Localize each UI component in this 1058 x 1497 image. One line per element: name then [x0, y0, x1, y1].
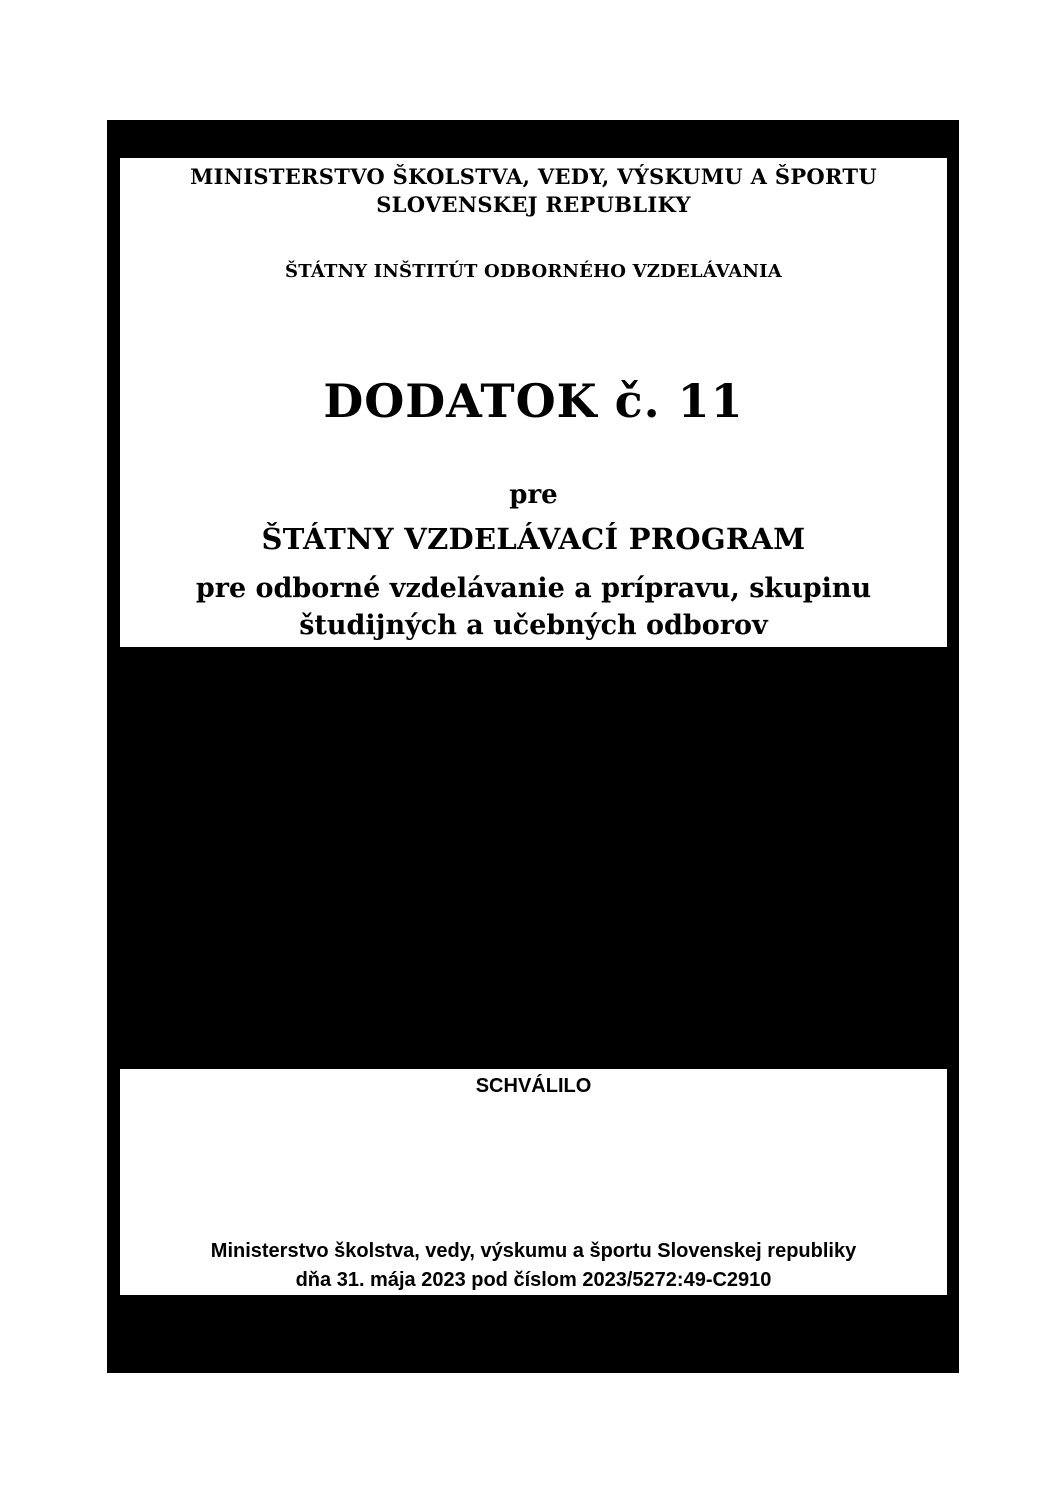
approved-label: SCHVÁLILO [475, 1075, 592, 1097]
approver-line2: dňa 31. mája 2023 pod číslom 2023/5272:49-C2910 [295, 1269, 772, 1291]
ministry-name-line1: MINISTERSTVO ŠKOLSTVA, VEDY, VÝSKUMU A ŠPORTU [190, 164, 877, 189]
document-title: DODATOK č. 11 [323, 374, 744, 428]
program-description-line2: študijných a učebných odborov [299, 610, 768, 641]
approver-line1: Ministerstvo školstva, vedy, výskumu a športu Slovenskej republiky [210, 1240, 857, 1262]
ministry-name-line2: SLOVENSKEJ REPUBLIKY [376, 192, 691, 217]
pre-label: pre [509, 480, 558, 510]
approval-panel [120, 1069, 947, 1295]
title-panel [120, 158, 947, 647]
program-name: ŠTÁTNY VZDELÁVACÍ PROGRAM [261, 522, 806, 556]
institute-name: ŠTÁTNY INŠTITÚT ODBORNÉHO VZDELÁVANIA [285, 261, 782, 282]
program-description-line1: pre odborné vzdelávanie a prípravu, skupinu [195, 573, 872, 604]
